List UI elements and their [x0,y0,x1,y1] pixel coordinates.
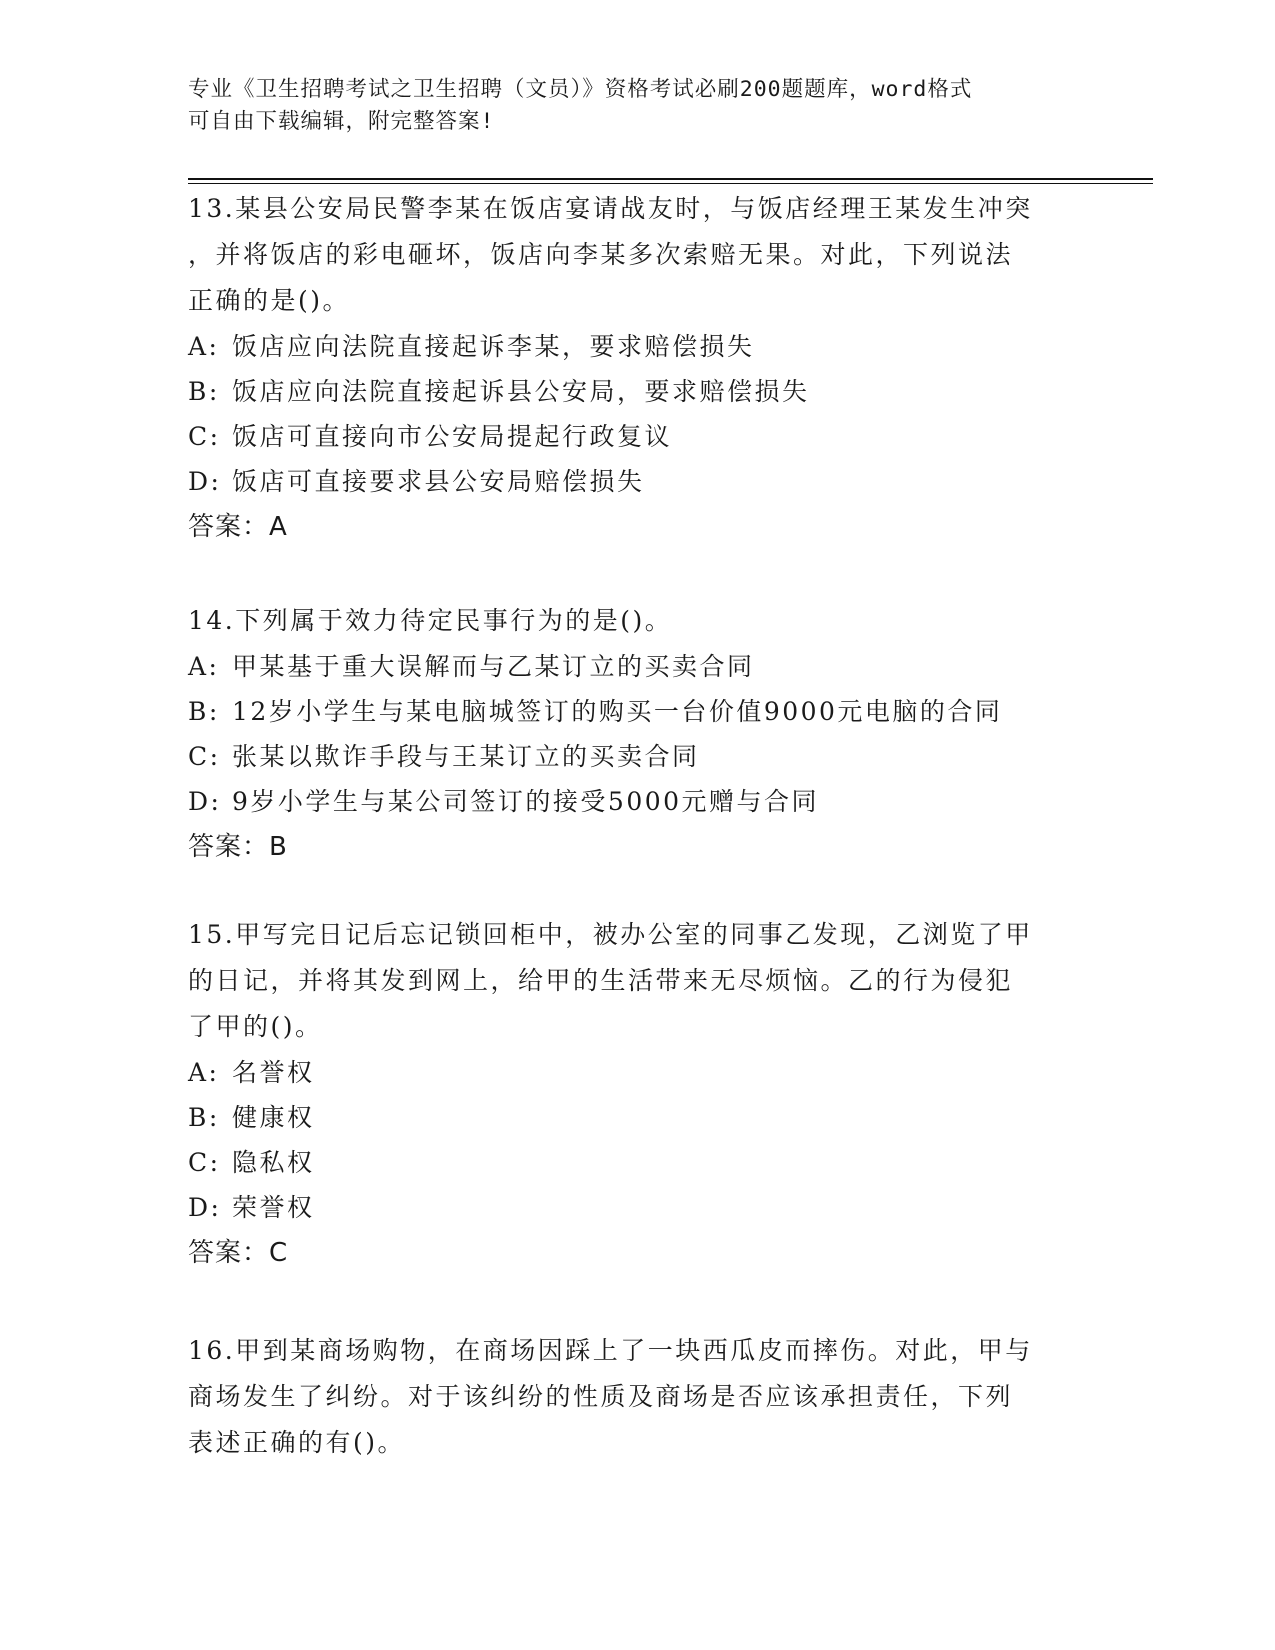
option-d [188,459,1088,504]
question-stem-line: 14.下列属于效力待定民事行为的是()。 [188,606,673,635]
option-letter: A: [188,332,220,361]
option-letter: B: [188,377,220,406]
answer-label: 答案：B [188,832,288,862]
option-letter: D: [188,1193,222,1222]
option-text: 12岁小学生与某电脑城签订的购买一台价值9000元电脑的合同 [232,697,1003,726]
option-a [188,324,1088,369]
option-a [188,1050,1088,1095]
option-text: 9岁小学生与某公司签订的接受5000元赠与合同 [232,787,820,816]
option-text: 张某以欺诈手段与王某订立的买卖合同 [232,742,700,771]
question-13 [188,186,1088,550]
option-text: 饭店可直接向市公安局提起行政复议 [232,422,673,451]
question-stem-line: 13.某县公安局民警李某在饭店宴请战友时，与饭店经理王某发生冲突 [188,194,1033,223]
option-c [188,414,1088,459]
option-a [188,644,1088,689]
option-text: 饭店应向法院直接起诉县公安局，要求赔偿损失 [232,377,810,406]
option-d [188,1185,1088,1230]
answer-label: 答案：C [188,1238,289,1268]
question-stem-line: 了甲的()。 [188,1012,323,1041]
question-16 [188,1328,1088,1466]
option-letter: C: [188,742,221,771]
option-letter: D: [188,467,222,496]
header-line: 专业《卫生招聘考试之卫生招聘（文员）》资格考试必刷200题题库，word格式 [188,77,973,102]
option-text: 饭店可直接要求县公安局赔偿损失 [232,467,645,496]
question-stem-line: 表述正确的有()。 [188,1428,406,1457]
option-text: 名誉权 [232,1058,315,1087]
header-rule-thick [188,178,1153,180]
option-text: 荣誉权 [232,1193,315,1222]
header-rule-thin [188,183,1153,184]
question-stem-line: 15.甲写完日记后忘记锁回柜中，被办公室的同事乙发现，乙浏览了甲 [188,920,1033,949]
option-b [188,369,1088,414]
option-letter: C: [188,422,221,451]
option-letter: C: [188,1148,221,1177]
question-stem-line: 的日记，并将其发到网上，给甲的生活带来无尽烦恼。乙的行为侵犯 [188,966,1014,995]
option-text: 隐私权 [232,1148,315,1177]
question-stem-line: 正确的是()。 [188,286,351,315]
option-letter: B: [188,697,220,726]
option-b [188,689,1088,734]
question-stem-line: 16.甲到某商场购物，在商场因踩上了一块西瓜皮而摔伤。对此，甲与 [188,1336,1033,1365]
option-b [188,1095,1088,1140]
option-d [188,779,1088,824]
document-header [188,74,1088,138]
answer-label: 答案：A [188,512,288,542]
option-c [188,1140,1088,1185]
option-letter: A: [188,652,220,681]
option-letter: D: [188,787,222,816]
question-stem-line: ，并将饭店的彩电砸坏，饭店向李某多次索赔无果。对此，下列说法 [188,240,1014,269]
option-text: 甲某基于重大误解而与乙某订立的买卖合同 [232,652,755,681]
option-c [188,734,1088,779]
question-14 [188,598,1088,870]
question-15 [188,912,1088,1276]
option-text: 健康权 [232,1103,315,1132]
option-letter: A: [188,1058,220,1087]
header-line: 可自由下载编辑，附完整答案! [188,109,495,134]
option-text: 饭店应向法院直接起诉李某，要求赔偿损失 [232,332,755,361]
option-letter: B: [188,1103,220,1132]
question-stem-line: 商场发生了纠纷。对于该纠纷的性质及商场是否应该承担责任，下列 [188,1382,1014,1411]
